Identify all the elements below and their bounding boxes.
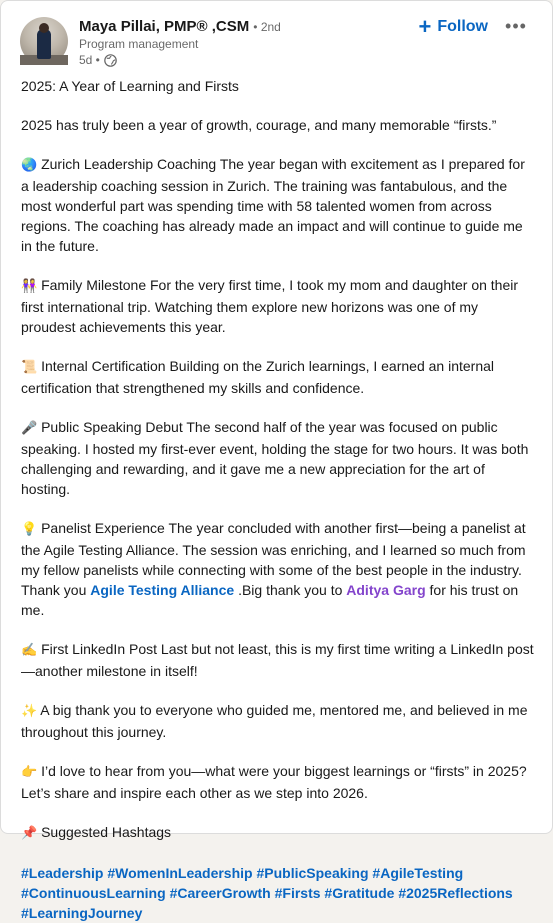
post-meta xyxy=(79,53,117,67)
globe-emoji-icon: 🌏 xyxy=(21,158,38,173)
hashtag-link[interactable]: #AgileTesting xyxy=(372,865,464,881)
hashtag-link[interactable]: #2025Reflections xyxy=(398,885,513,901)
globe-icon xyxy=(104,54,117,67)
section-certification: 📜 Internal Certification Building on the Zurich learnings, I earned an internal certification that strengthened my skills and confidence. xyxy=(21,358,495,396)
women-emoji-icon: 👭 xyxy=(21,279,38,294)
hashtag-link[interactable]: #LearningJourney xyxy=(21,905,143,921)
post-title: 2025: A Year of Learning and Firsts xyxy=(21,78,239,94)
hashtag-link[interactable]: #CareerGrowth xyxy=(169,885,271,901)
hashtag-link[interactable]: #Gratitude xyxy=(324,885,395,901)
section-family: 👭 Family Milestone For the very first time, I took my mom and daughter on their first international trip. Watching them explore new horizons was one of my proudest achievements this year. xyxy=(21,277,519,335)
post-time: 5d • xyxy=(79,53,100,67)
scroll-emoji-icon: 📜 xyxy=(21,360,38,375)
hashtag-link[interactable]: #WomenInLeadership xyxy=(107,865,253,881)
avatar[interactable] xyxy=(20,17,68,65)
hashtag-link[interactable]: #ContinuousLearning xyxy=(21,885,166,901)
section-hashtags-heading: 📌 Suggested Hashtags xyxy=(21,824,172,841)
section-thanks: ✨ A big thank you to everyone who guided me, mentored me, and believed in me throughout this journey. xyxy=(21,702,528,740)
mention-agile-testing-alliance[interactable]: Agile Testing Alliance xyxy=(90,582,235,598)
hashtag-link[interactable]: #PublicSpeaking xyxy=(256,865,369,881)
post-intro: 2025 has truly been a year of growth, courage, and many memorable “firsts.” xyxy=(21,117,497,133)
avatar-head xyxy=(39,23,49,33)
section-zurich: 🌏 Zurich Leadership Coaching The year began with excitement as I prepared for a leadership coaching session in Zurich. The training was fantabulous, and the most wonderful part was spending time with 58 talented women from across regions. The coaching has already made an impact and will continue to guide me in the future. xyxy=(21,156,525,254)
follow-button[interactable] xyxy=(418,14,488,39)
hashtag-link[interactable]: #Leadership xyxy=(21,865,104,881)
microphone-emoji-icon: 🎤 xyxy=(21,421,38,436)
writing-hand-emoji-icon: ✍️ xyxy=(21,643,38,658)
lightbulb-emoji-icon: 💡 xyxy=(21,522,38,537)
follow-label: Follow xyxy=(437,18,488,35)
section-panelist: 💡 Panelist Experience The year concluded with another first—being a panelist at the Agile Testing Alliance. The session was enriching, and I learned so much from my fellow panelists while connecting with some of the best people in the industry. Thank you Agile Testing Alliance .Big thank you to Aditya Garg for his trust on me. xyxy=(21,520,526,618)
more-options-icon[interactable]: ••• xyxy=(505,15,527,36)
section-call-to-action: 👉 I’d love to hear from you—what were your biggest learnings or “firsts” in 2025? Let’s share and inspire each other as we step into 2026. xyxy=(21,763,527,801)
sparkles-emoji-icon: ✨ xyxy=(21,704,38,719)
pin-emoji-icon: 📌 xyxy=(21,826,38,841)
pointing-hand-emoji-icon: 👉 xyxy=(21,765,38,780)
avatar-figure xyxy=(37,29,51,59)
mention-aditya-garg[interactable]: Aditya Garg xyxy=(346,582,426,598)
post-body xyxy=(21,76,536,923)
author-name-row xyxy=(79,18,281,35)
author-headline: Program management xyxy=(79,37,199,51)
connection-degree: • 2nd xyxy=(253,20,281,34)
plus-icon: + xyxy=(418,14,432,39)
hashtag-list xyxy=(21,863,536,923)
section-public-speaking: 🎤 Public Speaking Debut The second half of the year was focused on public speaking. I hosted my first-ever event, holding the stage for two hours. It was both challenging and rewarding, and it gave me a new appreciation for the art of hosting. xyxy=(21,419,529,497)
hashtag-link[interactable]: #Firsts xyxy=(274,885,321,901)
author-name[interactable]: Maya Pillai, PMP® ,CSM xyxy=(79,18,250,35)
section-first-post: ✍️ First LinkedIn Post Last but not least, this is my first time writing a LinkedIn post —another milestone in itself! xyxy=(21,641,534,679)
post-header xyxy=(20,14,542,69)
